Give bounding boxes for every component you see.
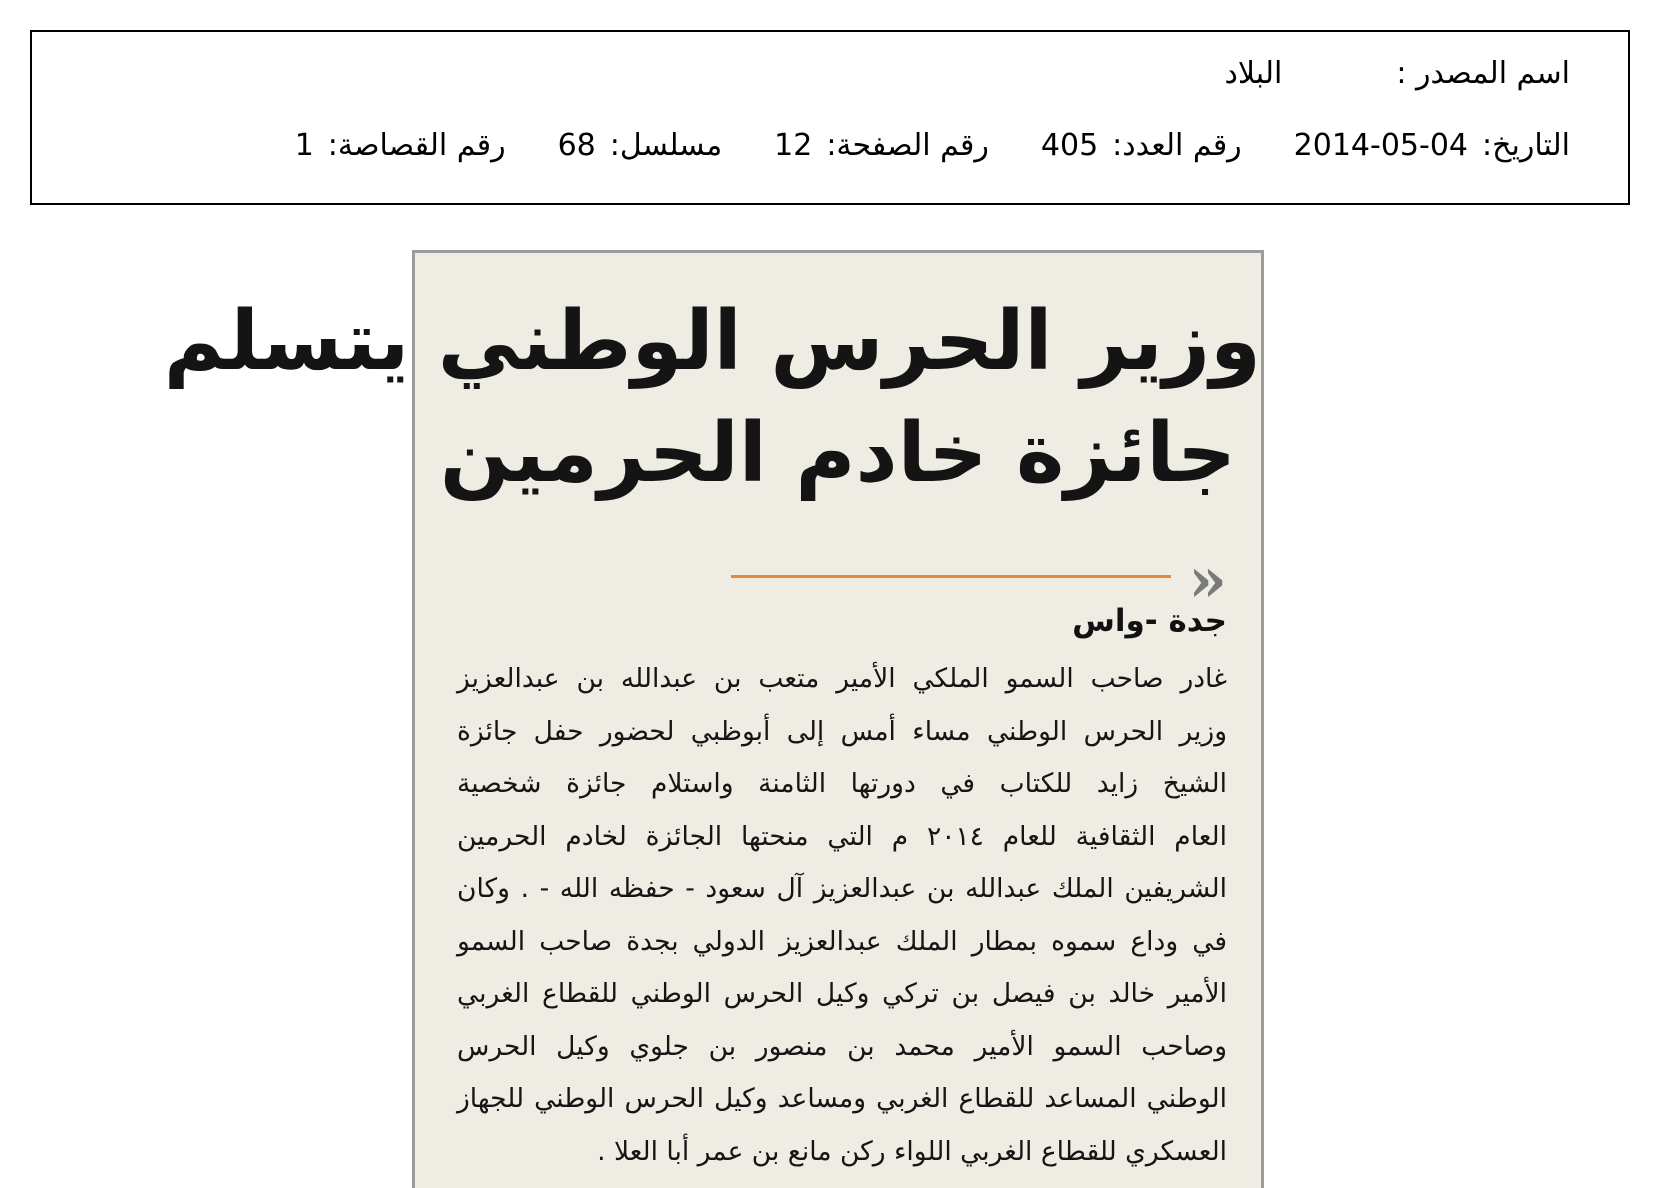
date-label: التاريخ:: [1482, 128, 1570, 163]
clip-value: 1: [294, 128, 314, 163]
details-row: [243, 128, 1570, 163]
body-line: الشيخ زايد للكتاب في دورتها الثامنة واستلام جائزة شخصية: [457, 768, 1227, 799]
issue-field: [1041, 128, 1242, 163]
serial-field: [558, 128, 723, 163]
date-value: 2014-05-04: [1293, 128, 1469, 163]
date-field: [1294, 128, 1570, 163]
issue-value: 405: [1040, 128, 1099, 163]
page-value: 12: [774, 128, 813, 163]
source-label: اسم المصدر :: [1396, 56, 1570, 91]
body-line: وصاحب السمو الأمير محمد بن منصور بن جلوي وكيل الحرس: [457, 1030, 1227, 1062]
body-line: في وداع سموه بمطار الملك عبدالعزيز الدولي بجدة صاحب السمو: [457, 925, 1227, 957]
body-line: الشريفين الملك عبدالله بن عبدالعزيز آل سعود - حفظه الله - . وكان: [457, 873, 1227, 904]
dateline: جدة -واس: [1072, 603, 1227, 639]
source-value: البلاد: [1224, 56, 1283, 91]
headline-line-2: جائزة خادم الحرمين: [439, 406, 1237, 501]
headline-line-1: وزير الحرس الوطني يتسلم: [163, 294, 1261, 389]
orange-divider: [731, 575, 1171, 578]
news-clipping: [163, 250, 1264, 1188]
quote-mark-icon: «: [1188, 543, 1227, 616]
body-line: العسكري للقطاع الغربي اللواء ركن مانع بن عمر أبا العلا .: [597, 1135, 1227, 1167]
clip-field: [295, 128, 506, 163]
page-field: [774, 128, 989, 163]
serial-value: 68: [557, 128, 596, 163]
body-line: غادر صاحب السمو الملكي الأمير متعب بن عبدالله بن عبدالعزيز: [457, 663, 1227, 694]
issue-label: رقم العدد:: [1112, 128, 1242, 163]
body-line: وزير الحرس الوطني مساء أمس إلى أبوظبي لحضور حفل جائزة: [457, 715, 1227, 747]
source-row: [1173, 56, 1570, 91]
body-line: العام الثقافية للعام ٢٠١٤ م التي منحتها الجائزة لخادم الحرمين: [457, 820, 1227, 852]
metadata-box: [30, 30, 1630, 205]
body-line: الوطني المساعد للقطاع الغربي ومساعد وكيل الحرس الوطني للجهاز: [457, 1083, 1227, 1114]
clip-label: رقم القصاصة:: [327, 128, 506, 163]
body-line: الأمير خالد بن فيصل بن تركي وكيل الحرس الوطني للقطاع الغربي: [457, 978, 1227, 1009]
source-field: [1225, 56, 1570, 91]
serial-label: مسلسل:: [609, 128, 723, 163]
page-label: رقم الصفحة:: [826, 128, 989, 163]
article-body: [457, 653, 1227, 1178]
